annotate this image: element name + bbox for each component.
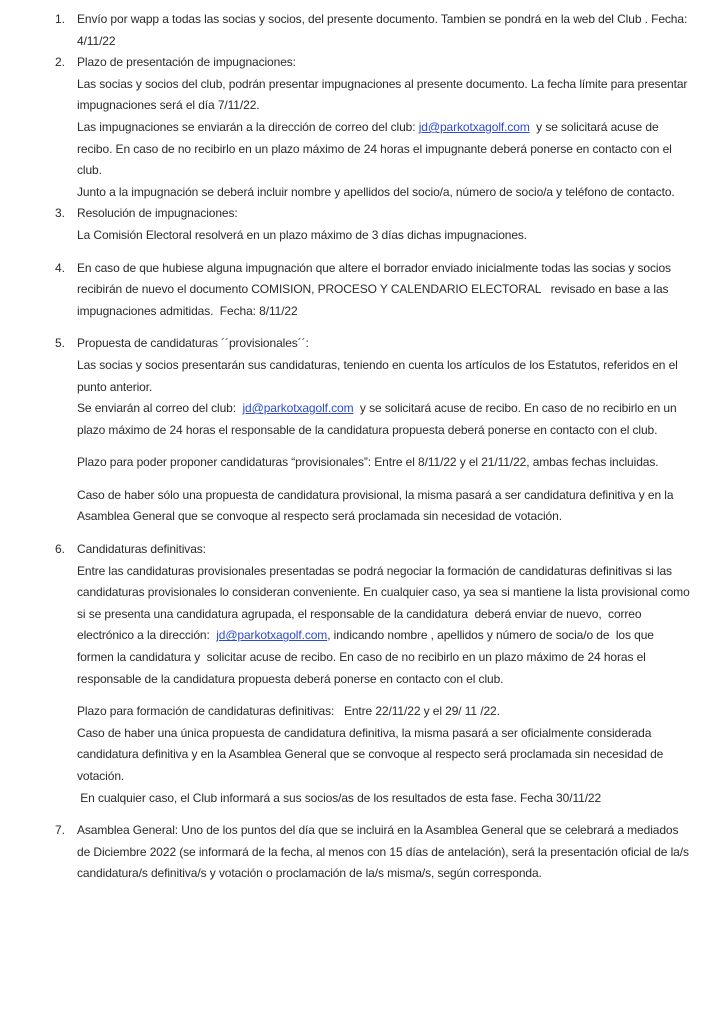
item-content bbox=[77, 820, 693, 885]
item-number: 1. bbox=[55, 12, 65, 26]
text-segment: Resolución de impugnaciones: bbox=[77, 206, 238, 221]
paragraph bbox=[77, 701, 693, 723]
text-segment: Envío por wapp a todas las socias y socios, del presente documento. Tambien se pondrá en la web del Club . Fecha: 4/11/22 bbox=[77, 12, 691, 48]
text-segment: , indicando nombre , apellidos y número de socia/o de los que formen la candidatura y solicitar acuse de recibo. En caso de no recibirlo en un plazo máximo de 24 horas el responsable de la candidatura propuesta deberá ponerse en contacto con el club. bbox=[77, 628, 658, 686]
list-item bbox=[55, 52, 693, 203]
text-segment: Plazo de presentación de impugnaciones: bbox=[77, 55, 296, 70]
document-list bbox=[55, 9, 693, 885]
item-number: 7. bbox=[55, 823, 65, 838]
paragraph bbox=[77, 820, 693, 885]
text-segment: Las socias y socios presentarán sus candidaturas, teniendo en cuenta los artículos de los Estatutos, referidos en el punto anterior. bbox=[77, 357, 681, 394]
list-item bbox=[55, 203, 693, 246]
item-number: 6. bbox=[55, 542, 65, 557]
email-link[interactable]: jd@parkotxagolf.com bbox=[418, 119, 530, 134]
email-link[interactable]: jd@parkotxagolf.com bbox=[216, 628, 328, 643]
text-segment: Se enviarán al correo del club: bbox=[77, 401, 243, 416]
paragraph bbox=[77, 258, 693, 323]
item-number: 3. bbox=[55, 206, 65, 221]
text-segment: Plazo para poder proponer candidaturas “provisionales”: Entre el 8/11/22 y el 21/11/22, ambas fechas incluidas. bbox=[77, 455, 659, 470]
text-segment: Plazo para formación de candidaturas definitivas: Entre 22/11/22 y el 29/ 11 /22. bbox=[77, 704, 500, 719]
item-content bbox=[77, 52, 693, 203]
paragraph bbox=[77, 539, 693, 561]
paragraph bbox=[77, 561, 693, 691]
text-segment: En caso de que hubiese alguna impugnación que altere el borrador enviado inicialmente todas las socias y socios recibirán de nuevo el documento COMISION, PROCESO Y CALENDARIO ELECTORAL revisado en base a las impugnaciones admitidas. Fecha: 8/11/22 bbox=[77, 260, 675, 318]
text-segment: Candidaturas definitivas: bbox=[77, 542, 206, 557]
paragraph bbox=[77, 182, 693, 204]
text-segment: Las impugnaciones se enviarán a la dirección de correo del club: bbox=[77, 119, 419, 134]
item-content bbox=[77, 203, 693, 246]
text-segment: Caso de haber sólo una propuesta de candidatura provisional, la misma pasará a ser candidatura definitiva y en la Asamblea General que se convoque al respecto será proclamada sin necesidad de votación. bbox=[77, 487, 676, 524]
item-content bbox=[77, 539, 693, 809]
paragraph bbox=[77, 788, 693, 810]
paragraph bbox=[77, 723, 693, 788]
list-item bbox=[55, 9, 693, 52]
paragraph bbox=[77, 398, 693, 441]
text-segment: Junto a la impugnación se deberá incluir nombre y apellidos del socio/a, número de socio/a y teléfono de contacto. bbox=[77, 184, 675, 199]
text-segment: Asamblea General: Uno de los puntos del día que se incluirá en la Asamblea General que se celebrará a mediados de Diciembre 2022 (se informará de la fecha, al menos con 15 días de antelación), será la presentación oficial de la/s candidatura/s definitiva/s y votación o proclamación de la/s misma/s, según corresponda. bbox=[77, 823, 693, 881]
text-segment: y se solicitará acuse de recibo. En caso de no recibirlo en un plazo máximo de 24 horas el responsable de la candidatura propuesta deberá ponerse en contacto con el club. bbox=[77, 401, 680, 437]
list-item bbox=[55, 258, 693, 323]
item-content bbox=[77, 9, 693, 52]
text-segment: Las socias y socios del club, podrán presentar impugnaciones al presente documento. La fecha límite para presentar impugnaciones será el día 7/11/22. bbox=[77, 76, 691, 113]
list-item bbox=[55, 333, 693, 528]
list-item bbox=[55, 820, 693, 885]
text-segment: En cualquier caso, el Club informará a sus socios/as de los resultados de esta fase. Fecha 30/11/22 bbox=[77, 790, 602, 805]
item-number: 5. bbox=[55, 336, 65, 351]
paragraph bbox=[77, 117, 693, 182]
item-number: 2. bbox=[55, 55, 65, 70]
paragraph bbox=[77, 355, 693, 398]
item-content bbox=[77, 258, 693, 323]
text-segment: Caso de haber una única propuesta de candidatura definitiva, la misma pasará a ser oficialmente considerada candidatura definitiva y en la Asamblea General que se convoque al respecto será proclamada sin necesidad de votación. bbox=[77, 725, 667, 783]
document-page bbox=[55, 9, 693, 885]
item-number: 4. bbox=[55, 260, 65, 275]
list-item bbox=[55, 539, 693, 809]
text-segment: La Comisión Electoral resolverá en un plazo máximo de 3 días dichas impugnaciones. bbox=[77, 227, 528, 242]
paragraph bbox=[77, 333, 693, 355]
paragraph bbox=[77, 52, 693, 74]
email-link[interactable]: jd@parkotxagolf.com bbox=[242, 401, 354, 416]
paragraph bbox=[77, 225, 693, 247]
paragraph bbox=[77, 452, 693, 474]
item-content bbox=[77, 333, 693, 528]
text-segment: y se solicitará acuse de recibo. En caso de no recibirlo en un plazo máximo de 24 horas el impugnante deberá ponerse en contacto con el club. bbox=[77, 119, 675, 178]
text-segment: Entre las candidaturas provisionales presentadas se podrá negociar la formación de candidaturas definitivas si las candidaturas provisionales lo consideran conveniente. En cualquier caso, ya sea si mantiene la lista provisional como si se presenta una candidatura agrupada, el responsable de la candidatura deberá enviar de nuevo, correo electrónico a la dirección: bbox=[77, 563, 693, 643]
paragraph bbox=[77, 9, 693, 52]
paragraph bbox=[77, 485, 693, 528]
paragraph bbox=[77, 74, 693, 117]
paragraph bbox=[77, 203, 693, 225]
text-segment: Propuesta de candidaturas ´´provisionales´´: bbox=[77, 336, 309, 351]
